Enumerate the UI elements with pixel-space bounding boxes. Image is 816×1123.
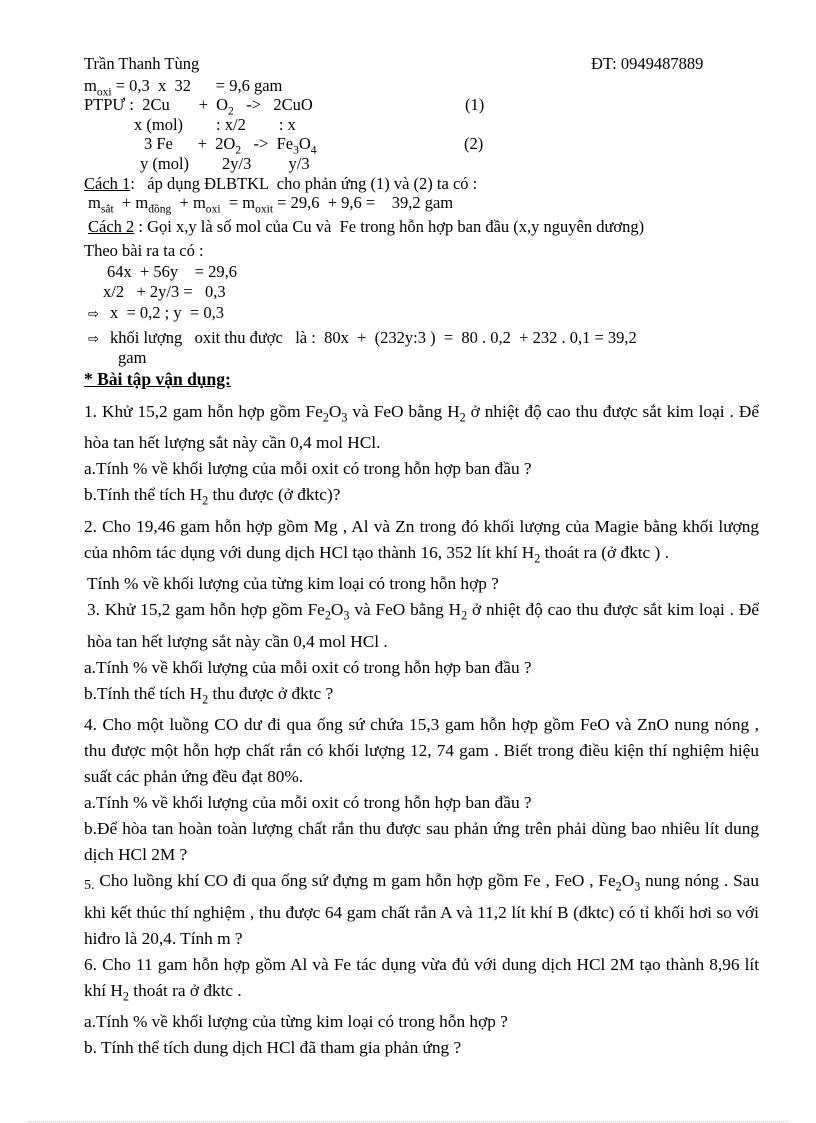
reaction-1-line: PTPƯ : 2Cu + $O_2 -> 2CuO$ (1) — [84, 95, 485, 118]
exercise-4-part-b: b.Để hòa tan hoàn toàn lượng chất rắn thu được sau phản ứng trên phải dùng bao nhiêu lít dung dịch HCl 2M ? — [84, 819, 759, 865]
method-1-equation: $m_{sắt} + m_{đồng} + m_{oxi} = m_{oxit} = 29,6 + 9,6$ = 39,2 gam — [88, 193, 454, 216]
reaction-1-mol-row: x (mol) : x/2 : x — [134, 115, 296, 134]
exercise-1: 1. Khử 15,2 gam hỗn hợp gồm $Fe_2O_3$ và FeO bằng $H_2$ ở nhiệt độ cao thu được sắt kim loại . Để hòa tan hết lượng sắt này cần 0,4 mol HCl. — [84, 402, 759, 453]
exercise-5: 5. Cho luồng khí CO đi qua ống sứ đựng m gam hỗn hợp gồm Fe , FeO , $Fe_2O_3$ nung nóng . Sau khi kết thúc thí nghiệm , thu được 64 gam chất rắn A và 11,2 lít khí B (đktc) có tỉ khối hơi so với hiđro là 20,4. Tính m ? — [84, 871, 759, 948]
arrow-right-icon: ⇨ — [88, 332, 99, 347]
exercise-1-part-a: a.Tính % về khối lượng của mỗi oxit có trong hỗn hợp ban đầu ? — [84, 459, 532, 479]
exercise-1-part-b: b.Tính thể tích $H_2$ thu được (ở đktc)? — [84, 485, 341, 508]
given-intro: Theo bài ra ta có : — [84, 241, 204, 260]
method-2-line: Cách 2 : Gọi x,y là số mol của Cu và Fe trong hỗn hợp ban đầu (x,y nguyên dương) — [88, 217, 645, 236]
arrow-right-icon: ⇨ — [88, 307, 99, 322]
exercise-4-part-a: a.Tính % về khối lượng của mỗi oxit có trong hỗn hợp ban đầu ? — [84, 793, 532, 813]
reaction-2-line: 3 Fe + $2O_2 -> Fe_3O_4$ (2) — [144, 134, 484, 157]
exercise-6: 6. Cho 11 gam hỗn hợp gồm Al và Fe tác dụng vừa đủ với dung dịch HCl 2M tạo thành 8,96 lít khí $H_2$ thoát ra ở đktc . — [84, 954, 759, 1004]
exercise-2-question: Tính % về khối lượng của từng kim loại có trong hỗn hợp ? — [87, 574, 499, 594]
exercise-3: 3. Khử 15,2 gam hỗn hợp gồm $Fe_2O_3$ và FeO bằng $H_2$ ở nhiệt độ cao thu được sắt kim loại . Để hòa tan hết lượng sắt này cần 0,4 mol HCl . — [87, 600, 760, 651]
equation-a: 64x + 56y = 29,6 — [107, 262, 237, 281]
exercise-6-part-b: b. Tính thể tích dung dịch HCl đã tham gia phản ứng ? — [84, 1038, 462, 1058]
result-2-line: ⇨ khối lượng oxit thu được là : 80x + (232y:3 ) = 80 . 0,2 + 232 . 0,1 = 39,2 — [88, 328, 637, 347]
result-1-line: ⇨ x = 0,2 ; y = 0,3 — [88, 303, 224, 322]
page-bottom-divider — [28, 1121, 788, 1122]
oxygen-mass-line: $m_{oxi} = 0,3$ x 32 = 9,6 gam — [84, 76, 283, 99]
exercise-2: 2. Cho 19,46 gam hỗn hợp gồm Mg , Al và Zn trong đó khối lượng của Magie bằng khối lượng của nhôm tác dụng với dung dịch HCl tạo thành 16, 352 lít khí $H_2$ thoát ra (ở đktc ) . — [84, 516, 759, 566]
exercises-heading: * Bài tập vận dụng: — [84, 369, 231, 389]
phone-number: ĐT: 0949487889 — [591, 54, 704, 73]
exercise-3-part-b: b.Tính thể tích $H_2$ thu được ở đktc ? — [84, 683, 334, 707]
method-1-line: Cách 1: áp dụng ĐLBTKL cho phản ứng (1) và (2) ta có : — [84, 174, 478, 193]
exercise-6-part-a: a.Tính % về khối lượng của từng kim loại có trong hỗn hợp ? — [84, 1012, 508, 1032]
exercise-list — [84, 399, 759, 1061]
exercise-4: 4. Cho một luồng CO dư đi qua ống sứ chứa 15,3 gam hỗn hợp gồm FeO và ZnO nung nóng , thu được một hỗn hợp chất rắn có khối lượng 12, 74 gam . Biết trong điều kiện thí nghiệm hiệu suất các phản ứng đều đạt 80%. — [84, 715, 759, 787]
equation-b: x/2 + 2y/3 = 0,3 — [103, 282, 226, 301]
reaction-2-mol-row: y (mol) 2y/3 y/3 — [140, 154, 310, 173]
result-2-unit: gam — [118, 348, 147, 367]
exercise-3-part-a: a.Tính % về khối lượng của mỗi oxit có trong hỗn hợp ban đầu ? — [84, 657, 532, 677]
author-name: Trần Thanh Tùng — [84, 54, 200, 73]
